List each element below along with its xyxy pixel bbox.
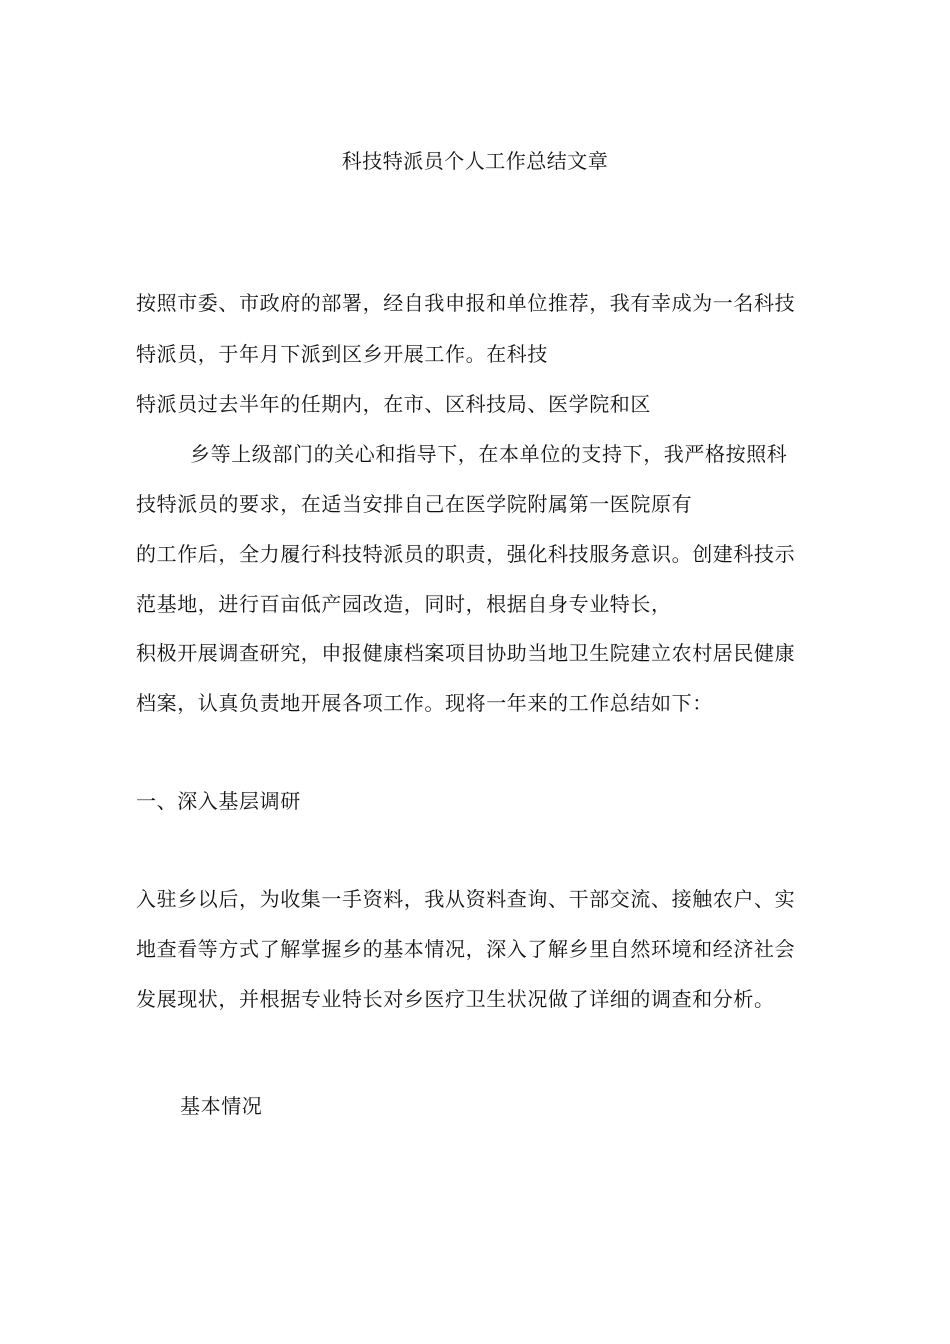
- subsection-heading: 基本情况: [180, 1094, 263, 1118]
- paragraph-line: 特派员过去半年的任期内，在市、区科技局、医学院和区: [136, 392, 651, 416]
- paragraph-line: 档案，认真负责地开展各项工作。现将一年来的工作总结如下：: [136, 691, 713, 715]
- paragraph-line: 积极开展调查研究，申报健康档案项目协助当地卫生院建立农村居民健康: [136, 641, 796, 665]
- paragraph-line: 范基地，进行百亩低产园改造，同时，根据自身专业特长，: [136, 592, 672, 616]
- paragraph-line: 技特派员的要求，在适当安排自己在医学院附属第一医院原有: [136, 492, 693, 516]
- section-heading: 一、深入基层调研: [136, 789, 301, 813]
- paragraph-line: 的工作后，全力履行科技特派员的职责，强化科技服务意识。创建科技示: [136, 542, 796, 566]
- paragraph-line: 地查看等方式了解掌握乡的基本情况，深入了解乡里自然环境和经济社会: [136, 937, 796, 961]
- paragraph-line: 乡等上级部门的关心和指导下，在本单位的支持下，我严格按照科: [190, 442, 788, 466]
- paragraph-line: 入驻乡以后，为收集一手资料，我从资料查询、干部交流、接触农户、实: [136, 887, 796, 911]
- paragraph-line: 特派员，于年月下派到区乡开展工作。在科技: [136, 342, 548, 366]
- document-title: 科技特派员个人工作总结文章: [341, 149, 609, 173]
- paragraph-line: 发展现状，并根据专业特长对乡医疗卫生状况做了详细的调查和分析。: [136, 987, 775, 1011]
- paragraph-line: 按照市委、市政府的部署，经自我申报和单位推荐，我有幸成为一名科技: [136, 291, 796, 315]
